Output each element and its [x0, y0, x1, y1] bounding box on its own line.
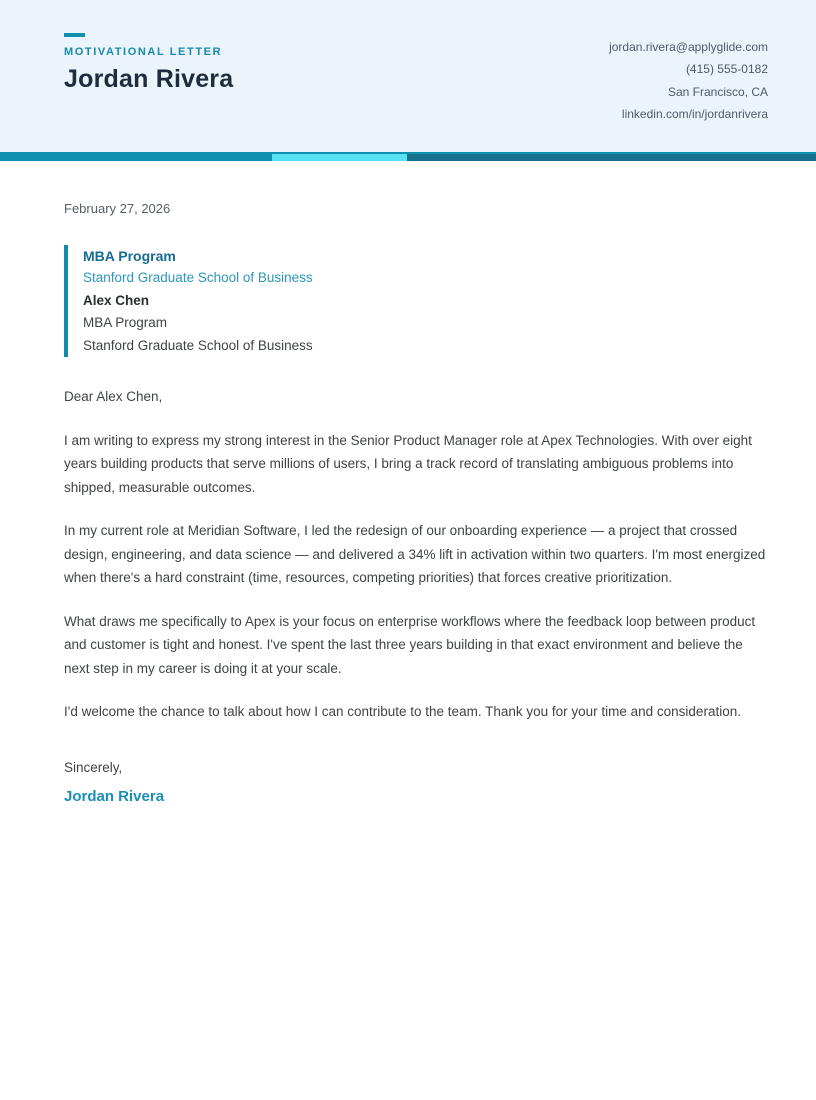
contact-linkedin[interactable]: linkedin.com/in/jordanrivera [621, 107, 768, 122]
paragraph-intro: I am writing to express my strong interest in the Senior Product Manager role at Apex Technologies. With over eight years building products that serve millions of users, I bring a track record of translating ambiguous problems into shipped, measurable outcomes. [64, 432, 752, 495]
letter-date: February 27, 2026 [64, 201, 171, 216]
document-type-label: MOTIVATIONAL LETTER [64, 46, 223, 58]
recipient-contact-org: Stanford Graduate School of Business [83, 337, 313, 353]
letter-body [0, 161, 816, 805]
accent-bar-segment-dark [407, 154, 816, 161]
salutation: Dear Alex Chen, [64, 389, 163, 405]
header-accent-bar [0, 152, 816, 161]
letter-header [0, 0, 816, 152]
contact-location: San Francisco, CA [667, 84, 768, 99]
recipient-school-link[interactable]: Stanford Graduate School of Business [83, 270, 313, 286]
contact-email[interactable]: jordan.rivera@applyglide.com [609, 40, 768, 54]
recipient-contact-role: MBA Program [83, 315, 168, 331]
accent-bar-segment-light [272, 154, 407, 161]
author-name-title: Jordan Rivera [64, 65, 234, 93]
recipient-contact-name: Alex Chen [83, 292, 150, 308]
paragraph-current-role: In my current role at Meridian Software, I led the redesign of our onboarding experience — a project that crossed design, engineering, and data science — and delivered a 34% lift in activation within two quarters. I'm most energized when there's a hard constraint (time, resources, competing priorities) that forces creative prioritization. [64, 523, 766, 586]
recipient-program: MBA Program [83, 248, 176, 264]
paragraph-call-to-action: I'd welcome the chance to talk about how I can contribute to the team. Thank you for your time and consideration. [64, 704, 741, 720]
recipient-block [64, 245, 768, 357]
signature-name: Jordan Rivera [64, 788, 165, 806]
contact-block [609, 36, 768, 126]
paragraph-motivation: What draws me specifically to Apex is your focus on enterprise workflows where the feedback loop between product and customer is tight and honest. I've spent the last three years building in that exact environment and believe the next step in my career is doing it at your scale. [64, 613, 756, 676]
closing-line: Sincerely, [64, 759, 123, 775]
contact-phone: (415) 555-0182 [685, 62, 768, 77]
accent-dash [64, 33, 85, 37]
